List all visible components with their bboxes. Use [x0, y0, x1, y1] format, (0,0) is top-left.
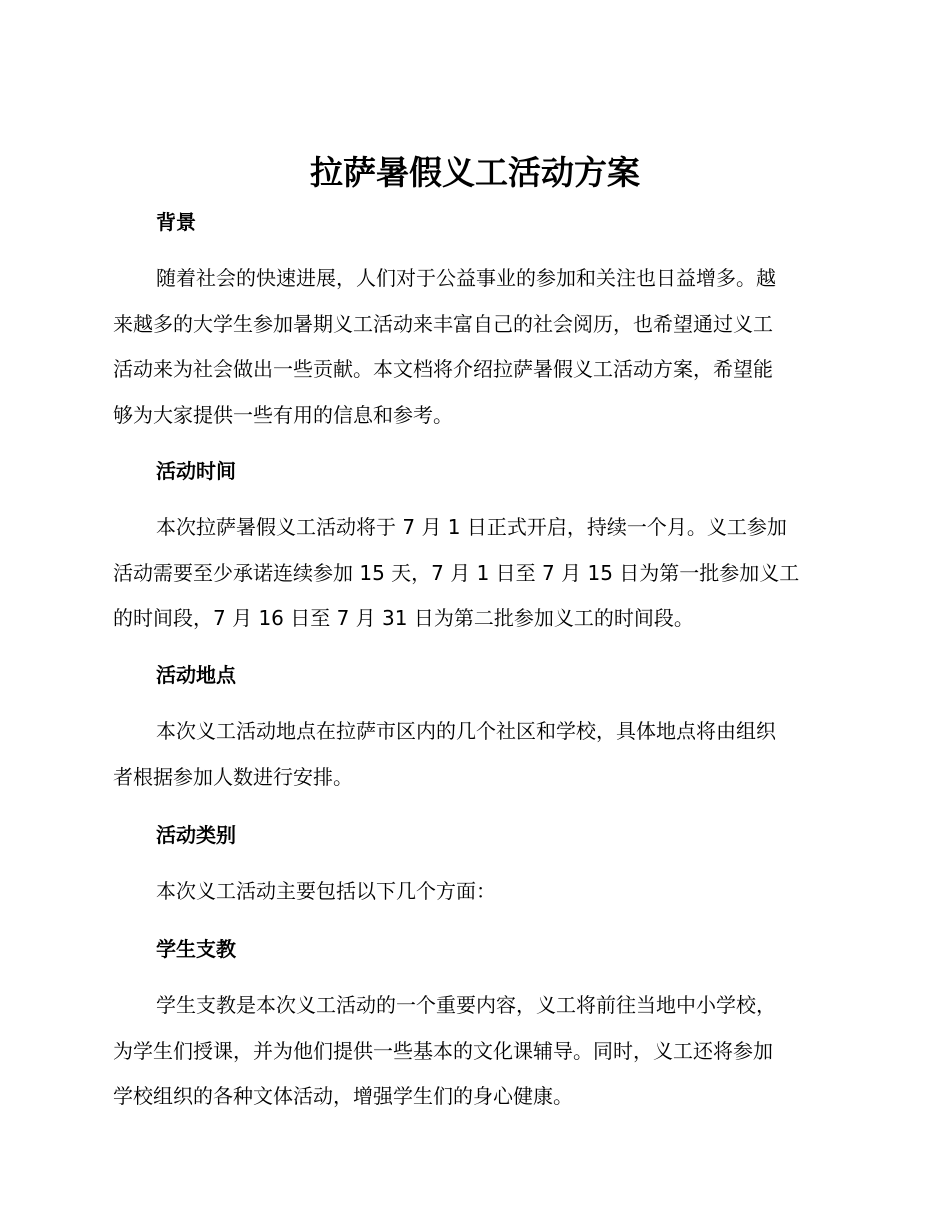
section-body-background — [113, 256, 833, 438]
section-heading-location: 活动地点 — [156, 663, 236, 687]
section-heading-background: 背景 — [156, 210, 196, 234]
paragraph-line: 活动需要至少承诺连续参加 15 天，7 月 1 日至 7 月 15 日为第一批参加义工 — [113, 560, 800, 585]
section-heading-category: 活动类别 — [156, 823, 236, 847]
paragraph-line: 活动来为社会做出一些贡献。本文档将介绍拉萨暑假义工活动方案，希望能 — [113, 357, 773, 381]
paragraph-line: 本次拉萨暑假义工活动将于 7 月 1 日正式开启，持续一个月。义工参加 — [156, 515, 787, 539]
paragraph-line: 随着社会的快速进展，人们对于公益事业的参加和关注也日益增多。越 — [156, 266, 776, 290]
paragraph-line: 学生支教是本次义工活动的一个重要内容，义工将前往当地中小学校， — [156, 993, 776, 1017]
section-body-teaching — [113, 983, 833, 1120]
section-heading-teaching: 学生支教 — [156, 937, 236, 961]
paragraph-line: 者根据参加人数进行安排。 — [113, 764, 353, 789]
document-title: 拉萨暑假义工活动方案 — [310, 153, 640, 192]
paragraph-line: 本次义工活动地点在拉萨市区内的几个社区和学校，具体地点将由组织 — [156, 719, 776, 743]
paragraph-line: 为学生们授课，并为他们提供一些基本的文化课辅导。同时，义工还将参加 — [113, 1038, 773, 1063]
paragraph-line: 学校组织的各种文体活动，增强学生们的身心健康。 — [113, 1084, 573, 1108]
section-heading-time: 活动时间 — [156, 459, 236, 483]
paragraph-line: 的时间段，7 月 16 日至 7 月 31 日为第二批参加义工的时间段。 — [113, 606, 694, 630]
paragraph-line: 本次义工活动主要包括以下几个方面： — [156, 879, 496, 903]
section-body-time — [113, 505, 833, 642]
paragraph-line: 来越多的大学生参加暑期义工活动来丰富自己的社会阅历，也希望通过义工 — [113, 311, 773, 336]
section-body-category — [113, 869, 833, 915]
section-body-location — [113, 709, 833, 800]
paragraph-line: 够为大家提供一些有用的信息和参考。 — [113, 402, 453, 427]
